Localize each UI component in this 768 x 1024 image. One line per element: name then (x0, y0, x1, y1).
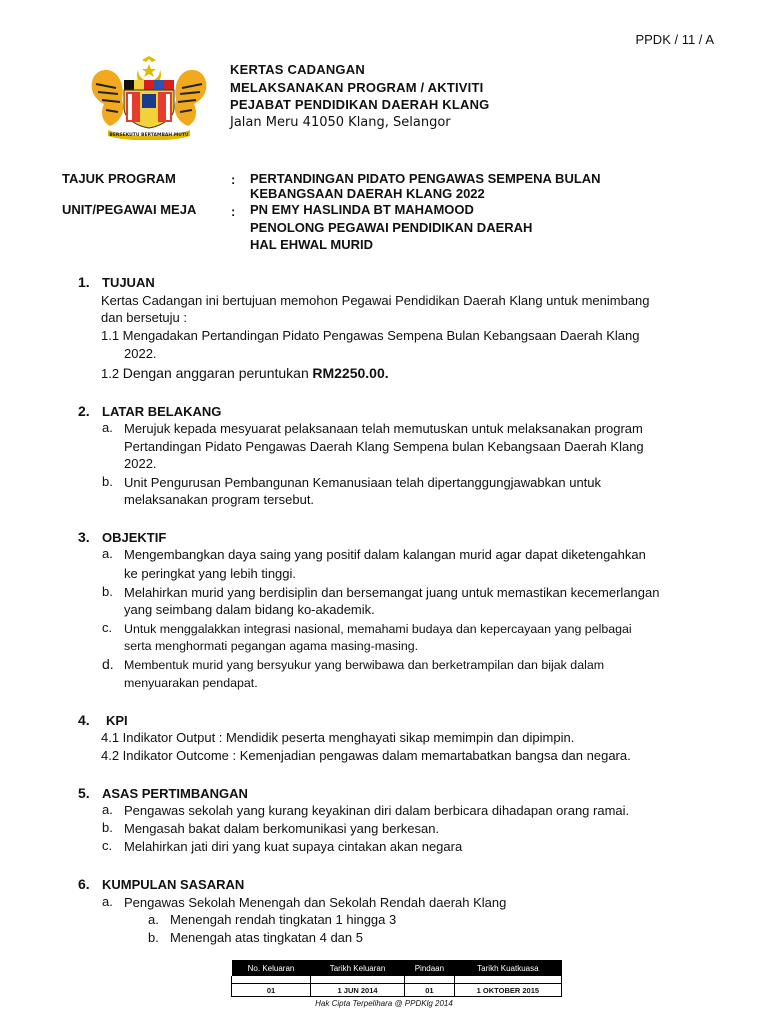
section-5-number: 5. (78, 785, 90, 801)
copyright-notice: Hak Cipta Terpelihara @ PPDKlg 2014 (315, 999, 453, 1008)
section-3-item-d-line1: Membentuk murid yang bersyukur yang berwibawa dan berketrampilan dan bijak dalam (124, 658, 605, 672)
section-5-item-a-text: Pengawas sekolah yang kurang keyakinan diri dalam berbicara dihadapan orang ramai. (124, 803, 630, 818)
amendment-value: 01 (405, 984, 455, 997)
section-3-item-c-line2: serta menghormati pegangan agama masing-masing. (124, 639, 419, 653)
section-5-title: ASAS PERTIMBANGAN (102, 786, 248, 801)
section-6-subitem-a-text: Menengah rendah tingkatan 1 hingga 3 (170, 912, 397, 927)
amendment-header: Pindaan (405, 960, 455, 976)
effective-date-header: Tarikh Kuatkuasa (454, 960, 561, 976)
section-3-number: 3. (78, 529, 90, 545)
section-3-item-b-line2: yang seimbang dalam bidang ko-akademik. (124, 602, 375, 617)
section-3-item-a-line1: Mengembangkan daya saing yang positif dalam kalangan murid agar dapat diketengahkan (124, 547, 646, 562)
header-subtitle: MELAKSANAKAN PROGRAM / AKTIVITI (230, 80, 484, 95)
section-6-subitem-b-text: Menengah atas tingkatan 4 dan 5 (170, 930, 363, 945)
document-control-data-row (232, 984, 562, 997)
section-4-title: KPI (106, 713, 128, 728)
header-office: PEJABAT PENDIDIKAN DAERAH KLANG (230, 97, 490, 112)
issue-number-value: 01 (232, 984, 311, 997)
section-5-item-b-letter: b. (102, 820, 113, 835)
section-2-item-b-line1: Unit Pengurusan Pembangunan Kemanusiaan telah dipertanggungjawabkan untuk (124, 475, 602, 490)
budget-amount: RM2250.00. (312, 365, 389, 381)
section-1-item-2-number: 1.2 (101, 366, 120, 381)
section-5-item-a-letter: a. (102, 802, 113, 817)
section-1-item-1-line1: 1.1 Mengadakan Pertandingan Pidato Pengawas Sempena Bulan Kebangsaan Daerah Klang (101, 328, 640, 343)
section-3-title: OBJEKTIF (102, 530, 167, 545)
section-6-subitem-a-letter: a. (148, 912, 159, 927)
section-6-subitem-b-letter: b. (148, 930, 159, 945)
issue-number-header: No. Keluaran (232, 960, 311, 976)
section-1-item-2 (101, 364, 389, 383)
program-title-label: TAJUK PROGRAM (62, 171, 176, 186)
unit-officer-division: HAL EHWAL MURID (250, 237, 374, 252)
section-3-item-c-letter: c. (102, 620, 113, 635)
unit-officer-colon: : (231, 204, 236, 219)
section-2-title: LATAR BELAKANG (102, 404, 222, 419)
section-2-item-a-letter: a. (102, 420, 113, 435)
section-1-title: TUJUAN (102, 275, 155, 290)
section-4-kpi-outcome: 4.2 Indikator Outcome : Kemenjadian pengawas dalam memartabatkan bangsa dan negara. (101, 748, 631, 763)
section-1-item-1-line2: 2022. (124, 346, 157, 361)
section-5-item-c-letter: c. (102, 838, 113, 853)
program-title-colon: : (231, 172, 236, 187)
section-2-number: 2. (78, 403, 90, 419)
document-control-table (231, 960, 562, 997)
section-3-item-b-letter: b. (102, 584, 113, 599)
section-1-intro-line2: dan bersetuju : (101, 310, 188, 325)
state-crest-logo (86, 56, 212, 140)
section-1-number: 1. (78, 274, 90, 290)
section-4-number: 4. (78, 712, 90, 728)
section-4-kpi-output: 4.1 Indikator Output : Mendidik peserta menghayati sikap memimpin dan dipimpin. (101, 730, 575, 745)
section-2-item-b-line2: melaksanakan program tersebut. (124, 492, 315, 507)
document-reference-code: PPDK / 11 / A (635, 32, 714, 47)
section-3-item-d-letter: d. (102, 656, 114, 672)
effective-date-value: 1 OKTOBER 2015 (454, 984, 561, 997)
unit-officer-label: UNIT/PEGAWAI MEJA (62, 202, 197, 217)
program-title-line2: KEBANGSAAN DAERAH KLANG 2022 (250, 186, 485, 201)
section-1-intro-line1: Kertas Cadangan ini bertujuan memohon Pegawai Pendidikan Daerah Klang untuk menimbang (101, 293, 650, 308)
section-3-item-a-line2: ke peringkat yang lebih tinggi. (124, 566, 297, 581)
issue-date-header: Tarikh Keluaran (311, 960, 405, 976)
svg-text:BERSEKUTU BERTAMBAH MUTU: BERSEKUTU BERTAMBAH MUTU (109, 133, 189, 138)
unit-officer-name: PN EMY HASLINDA BT MAHAMOOD (250, 202, 474, 217)
program-title-line1: PERTANDINGAN PIDATO PENGAWAS SEMPENA BULAN (250, 171, 601, 186)
section-1-item-2-text: Dengan anggaran peruntukan (122, 365, 309, 381)
section-6-title: KUMPULAN SASARAN (102, 877, 245, 892)
section-3-item-a-letter: a. (102, 546, 113, 561)
section-3-item-b-line1: Melahirkan murid yang berdisiplin dan bersemangat juang untuk memastikan kecemerlangan (124, 585, 660, 600)
section-5-item-b-text: Mengasah bakat dalam berkomunikasi yang berkesan. (124, 821, 440, 836)
section-3-item-c-line1: Untuk menggalakkan integrasi nasional, memahami budaya dan kepercayaan yang pelbagai (124, 622, 632, 636)
section-6-item-a-text: Pengawas Sekolah Menengah dan Sekolah Rendah daerah Klang (124, 895, 507, 910)
section-6-number: 6. (78, 876, 90, 892)
section-6-item-a-letter: a. (102, 894, 113, 909)
section-2-item-a-line1: Merujuk kepada mesyuarat pelaksanaan telah memutuskan untuk melaksanakan program (124, 421, 643, 436)
header-title: KERTAS CADANGAN (230, 62, 365, 77)
issue-date-value: 1 JUN 2014 (311, 984, 405, 997)
document-control-spacer-row (232, 976, 562, 984)
section-5-item-c-text: Melahirkan jati diri yang kuat supaya cintakan akan negara (124, 839, 463, 854)
section-2-item-a-line2: Pertandingan Pidato Pengawas Daerah Klang Sempena bulan Kebangsaan Daerah Klang (124, 439, 644, 454)
unit-officer-position: PENOLONG PEGAWAI PENDIDIKAN DAERAH (250, 220, 533, 235)
document-control-header-row (232, 960, 562, 976)
header-address: Jalan Meru 41050 Klang, Selangor (230, 115, 451, 130)
section-2-item-a-line3: 2022. (124, 456, 157, 471)
section-3-item-d-line2: menyuarakan pendapat. (124, 676, 258, 690)
section-2-item-b-letter: b. (102, 474, 113, 489)
